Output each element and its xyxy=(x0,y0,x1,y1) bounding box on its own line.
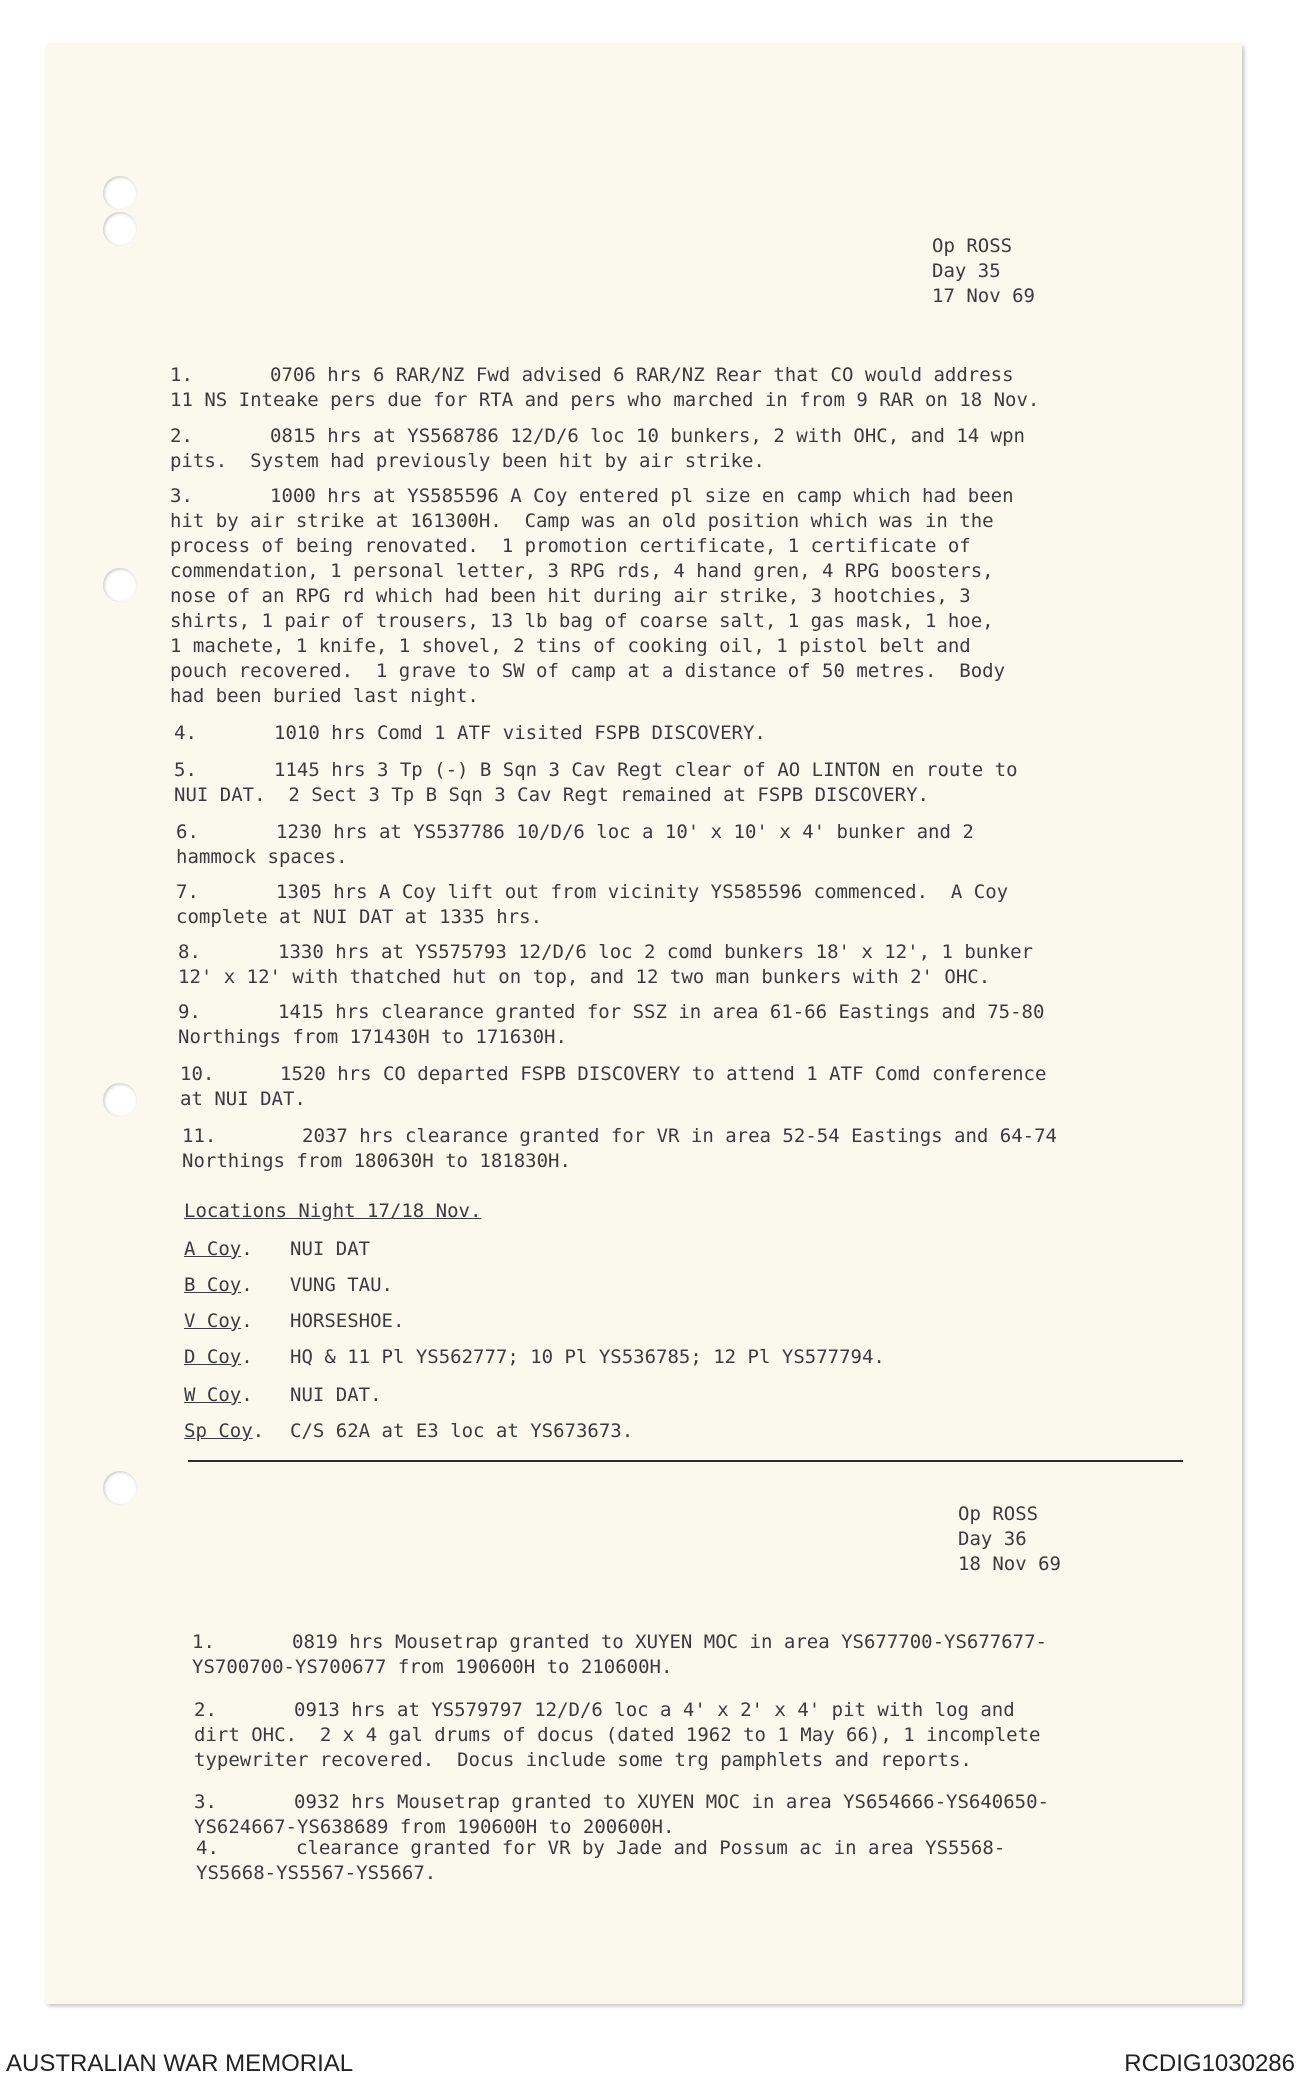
location-unit: Sp Coy xyxy=(184,1420,253,1442)
entry-text: 1145 hrs 3 Tp (-) B Sqn 3 Cav Regt clear of AO LINTON en route to NUI DAT. 2 Sect 3 Tp B Sqn 3 Cav Regt remained at FSPB DISCOVERY. xyxy=(174,759,1018,806)
day-label: Day 36 xyxy=(958,1528,1027,1550)
entry-number: 4. xyxy=(196,1837,219,1859)
entry-number: 5. xyxy=(174,759,197,781)
log-entry xyxy=(170,363,1039,413)
day36-header xyxy=(958,1502,1061,1577)
entry-number: 2. xyxy=(170,425,193,447)
day35-header xyxy=(932,234,1035,309)
location-detail: NUI DAT. xyxy=(290,1384,382,1406)
location-row: A Coy. NUI DAT xyxy=(184,1238,371,1260)
log-entry xyxy=(174,721,766,746)
log-entry xyxy=(176,880,1008,930)
location-unit: V Coy xyxy=(184,1310,242,1332)
entry-text: 1415 hrs clearance granted for SSZ in area 61-66 Eastings and 75-80 Northings from 171430H to 171630H. xyxy=(178,1001,1045,1048)
entry-text: 0815 hrs at YS568786 12/D/6 loc 10 bunkers, 2 with OHC, and 14 wpn pits. System had previously been hit by air strike. xyxy=(170,425,1025,472)
entry-text: 0819 hrs Mousetrap granted to XUYEN MOC in area YS677700-YS677677- YS700700-YS700677 from 190600H to 210600H. xyxy=(192,1631,1047,1678)
entry-number: 9. xyxy=(178,1001,201,1023)
entry-number: 10. xyxy=(180,1063,215,1085)
entry-number: 3. xyxy=(194,1791,217,1813)
date-label: 18 Nov 69 xyxy=(958,1553,1061,1575)
log-entry xyxy=(174,758,1018,808)
punch-hole xyxy=(103,212,137,246)
location-detail: VUNG TAU. xyxy=(290,1274,393,1296)
log-entry xyxy=(170,484,1014,709)
location-detail: C/S 62A at E3 loc at YS673673. xyxy=(290,1420,634,1442)
entry-number: 6. xyxy=(176,821,199,843)
entry-number: 1. xyxy=(170,364,193,386)
footer-id: RCDIG1030286 xyxy=(1124,2050,1295,2077)
op-name: Op ROSS xyxy=(958,1503,1039,1525)
entry-text: 2037 hrs clearance granted for VR in area 52-54 Eastings and 64-74 Northings from 180630H to 181830H. xyxy=(182,1125,1057,1172)
entry-text: 0932 hrs Mousetrap granted to XUYEN MOC in area YS654666-YS640650- YS624667-YS638689 from 190600H to 200600H. xyxy=(194,1791,1049,1838)
entry-text: 1330 hrs at YS575793 12/D/6 loc 2 comd bunkers 18' x 12', 1 bunker 12' x 12' with thatched hut on top, and 12 two man bunkers with 2' OHC. xyxy=(178,941,1033,988)
location-unit: B Coy xyxy=(184,1274,242,1296)
location-unit: A Coy xyxy=(184,1238,242,1260)
location-unit: D Coy xyxy=(184,1346,242,1368)
location-row: Sp Coy. C/S 62A at E3 loc at YS673673. xyxy=(184,1420,634,1442)
log-entry xyxy=(180,1062,1046,1112)
section-divider xyxy=(188,1460,1183,1462)
log-entry xyxy=(194,1698,1040,1773)
location-row: D Coy. HQ & 11 Pl YS562777; 10 Pl YS536785; 12 Pl YS577794. xyxy=(184,1346,885,1368)
entry-text: 1000 hrs at YS585596 A Coy entered pl size en camp which had been hit by air strike at 161300H. Camp was an old position which was in the process of being renovated. 1 promotion certificate, 1 certificate of commendation, 1 personal letter, 3 RPG rds, 4 hand gren, 4 RPG boosters, nose of an RPG rd which had been hit during air strike, 3 hootchies, 3 shirts, 1 pair of trousers, 13 lb bag of coarse salt, 1 gas mask, 1 hoe, 1 machete, 1 knife, 1 shovel, 2 tins of cooking oil, 1 pistol belt and pouch recovered. 1 grave to SW of camp at a distance of 50 metres. Body had been buried last night. xyxy=(170,485,1014,707)
entry-text: clearance granted for VR by Jade and Possum ac in area YS5568- YS5668-YS5567-YS5667. xyxy=(196,1837,1006,1884)
location-detail: HQ & 11 Pl YS562777; 10 Pl YS536785; 12 Pl YS577794. xyxy=(290,1346,885,1368)
location-row: B Coy. VUNG TAU. xyxy=(184,1274,393,1296)
entry-number: 11. xyxy=(182,1125,217,1147)
entry-text: 1305 hrs A Coy lift out from vicinity YS585596 commenced. A Coy complete at NUI DAT at 1335 hrs. xyxy=(176,881,1009,928)
entry-text: 0706 hrs 6 RAR/NZ Fwd advised 6 RAR/NZ Rear that CO would address 11 NS Inteake pers due for RTA and pers who marched in from 9 RAR on 18 Nov. xyxy=(170,364,1040,411)
entry-number: 4. xyxy=(174,722,197,744)
entry-text: 0913 hrs at YS579797 12/D/6 loc a 4' x 2' x 4' pit with log and dirt OHC. 2 x 4 gal drums of docus (dated 1962 to 1 May 66), 1 incomplete typewriter recovered. Docus include some trg pamphlets and reports. xyxy=(194,1699,1041,1771)
punch-hole xyxy=(103,176,137,210)
entry-number: 8. xyxy=(178,941,201,963)
log-entry xyxy=(178,940,1033,990)
log-entry xyxy=(192,1630,1047,1680)
locations-heading: Locations Night 17/18 Nov. xyxy=(184,1200,482,1222)
location-row: V Coy. HORSESHOE. xyxy=(184,1310,405,1332)
entry-number: 2. xyxy=(194,1699,217,1721)
entry-number: 1. xyxy=(192,1631,215,1653)
log-entry xyxy=(176,820,974,870)
log-entry xyxy=(194,1790,1049,1840)
punch-hole xyxy=(103,1083,137,1117)
date-label: 17 Nov 69 xyxy=(932,285,1035,307)
day-label: Day 35 xyxy=(932,260,1001,282)
entry-text: 1010 hrs Comd 1 ATF visited FSPB DISCOVERY. xyxy=(274,722,766,744)
log-entry xyxy=(170,424,1025,474)
punch-hole xyxy=(103,1471,137,1505)
entry-number: 3. xyxy=(170,485,193,507)
entry-number: 7. xyxy=(176,881,199,903)
location-detail: NUI DAT xyxy=(290,1238,371,1260)
log-entry xyxy=(178,1000,1044,1050)
location-detail: HORSESHOE. xyxy=(290,1310,405,1332)
log-entry xyxy=(196,1836,1005,1886)
op-name: Op ROSS xyxy=(932,235,1013,257)
location-row: W Coy. NUI DAT. xyxy=(184,1384,382,1406)
entry-text: 1230 hrs at YS537786 10/D/6 loc a 10' x 10' x 4' bunker and 2 hammock spaces. xyxy=(176,821,974,868)
footer-source: AUSTRALIAN WAR MEMORIAL xyxy=(6,2050,354,2077)
location-unit: W Coy xyxy=(184,1384,242,1406)
punch-hole xyxy=(103,568,137,602)
entry-text: 1520 hrs CO departed FSPB DISCOVERY to attend 1 ATF Comd conference at NUI DAT. xyxy=(180,1063,1047,1110)
log-entry xyxy=(182,1124,1057,1174)
